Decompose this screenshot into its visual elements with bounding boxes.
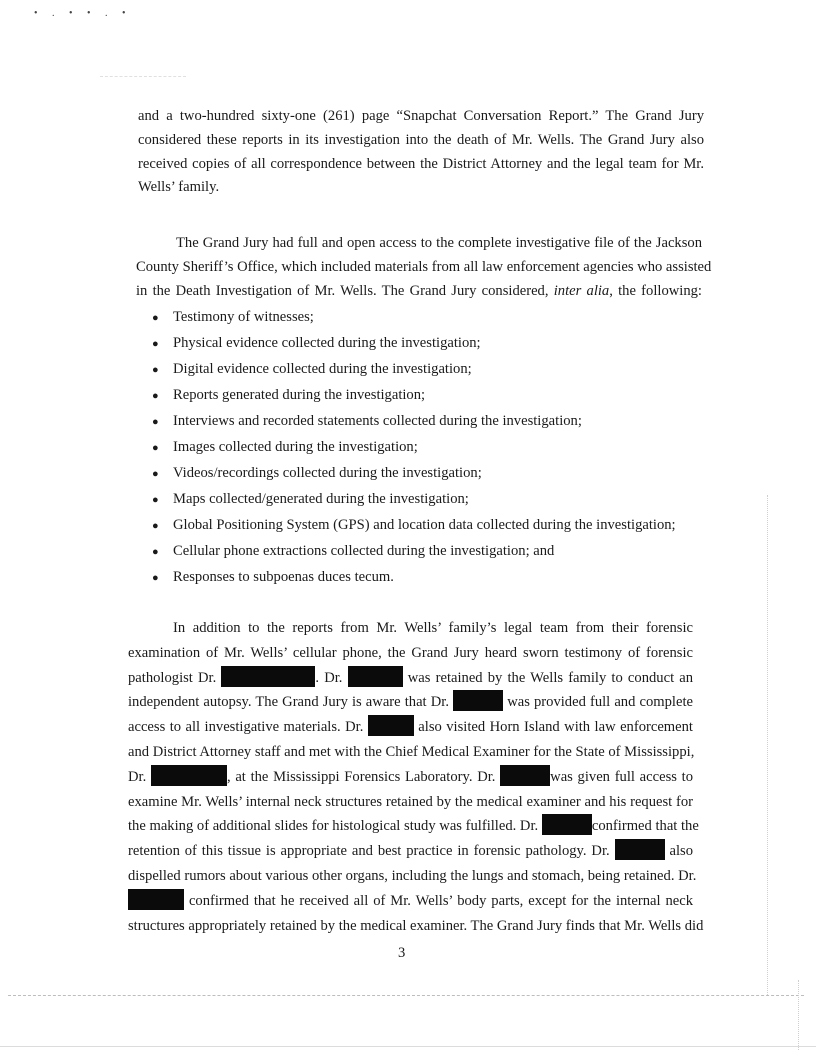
list-item xyxy=(152,356,676,382)
list-item-text: Physical evidence collected during the investigation; xyxy=(173,335,481,351)
page-number: 3 xyxy=(398,945,406,961)
text-line: Wells’ family. xyxy=(138,179,220,196)
text-line: examination of Mr. Wells’ cellular phone, the Grand Jury heard sworn testimony of forensic xyxy=(128,644,693,661)
text-segment: confirmed that he received all of Mr. Wells’ body parts, except for the internal neck xyxy=(188,892,693,909)
text-line xyxy=(128,690,693,715)
text-segment: also visited Horn Island with law enforcement xyxy=(418,719,693,736)
text-line xyxy=(136,280,702,304)
list-item xyxy=(152,538,676,564)
text-line: examine Mr. Wells’ internal neck structures retained by the medical examiner and his request for xyxy=(128,793,693,810)
scan-artifact-footer xyxy=(0,1046,816,1047)
bullet-icon: ● xyxy=(152,364,159,376)
text-line xyxy=(128,666,693,691)
scan-artifact-right-edge-2 xyxy=(798,980,799,1050)
text-line: and a two-hundred sixty-one (261) page “Snapchat Conversation Report.” The Grand Jury xyxy=(138,108,704,124)
list-item-text: Maps collected/generated during the investigation; xyxy=(173,491,469,507)
redaction-box xyxy=(368,715,414,736)
bullet-icon: ● xyxy=(152,312,159,324)
paragraph-1 xyxy=(138,105,704,200)
text-line: received copies of all correspondence between the District Attorney and the legal team for Mr. xyxy=(138,155,704,172)
text-line: In addition to the reports from Mr. Wells’ family’s legal team from their forensic xyxy=(173,620,693,636)
list-item xyxy=(152,330,676,356)
list-item xyxy=(152,512,676,538)
text-segment: access to all investigative materials. Dr. xyxy=(128,719,364,736)
list-item-text: Responses to subpoenas duces tecum. xyxy=(173,569,394,585)
text-segment: was provided full and complete xyxy=(507,694,693,711)
list-item-text: Interviews and recorded statements collected during the investigation; xyxy=(173,413,582,429)
redaction-box xyxy=(542,814,592,835)
text-line xyxy=(128,839,693,864)
scan-artifact-top xyxy=(100,76,186,77)
text-segment: , the following: xyxy=(609,282,702,299)
text-line xyxy=(128,889,693,914)
bullet-icon: ● xyxy=(152,546,159,558)
text-segment: confirmed that the xyxy=(591,818,699,835)
text-segment: was retained by the Wells family to conduct an xyxy=(407,669,694,686)
bullet-icon: ● xyxy=(152,442,159,454)
redaction-box xyxy=(151,765,227,786)
list-item xyxy=(152,408,676,434)
text-segment: retention of this tissue is appropriate and best practice in forensic pathology. Dr. xyxy=(128,843,610,860)
text-segment: also xyxy=(669,843,693,860)
list-item xyxy=(152,460,676,486)
evidence-list xyxy=(152,304,676,590)
redaction-box xyxy=(221,666,315,687)
bullet-icon: ● xyxy=(152,416,159,428)
redaction-box xyxy=(615,839,665,860)
text-line xyxy=(128,765,693,790)
bullet-icon: ● xyxy=(152,572,159,584)
text-segment: pathologist Dr. xyxy=(128,669,217,686)
list-item xyxy=(152,382,676,408)
redaction-box xyxy=(128,889,184,910)
text-segment: Dr. xyxy=(128,768,147,785)
text-line: dispelled rumors about various other organs, including the lungs and stomach, being retained. Dr. xyxy=(128,867,697,884)
bullet-icon: ● xyxy=(152,494,159,506)
text-segment: in the Death Investigation of Mr. Wells. The Grand Jury considered, xyxy=(136,282,554,299)
list-item xyxy=(152,434,676,460)
paragraph-2 xyxy=(136,232,712,303)
text-line xyxy=(128,814,699,839)
bullet-icon: ● xyxy=(152,338,159,350)
list-item-text: Digital evidence collected during the investigation; xyxy=(173,361,472,377)
list-item-text: Reports generated during the investigation; xyxy=(173,387,426,403)
italic-phrase: inter alia xyxy=(553,282,610,299)
bullet-icon: ● xyxy=(152,468,159,480)
redaction-box xyxy=(348,666,403,687)
scan-specks: • . • • . • xyxy=(34,8,132,19)
text-line: and District Attorney staff and met with the Chief Medical Examiner for the State of Mississippi, xyxy=(128,743,695,760)
text-segment: , at the Mississippi Forensics Laboratory. Dr. xyxy=(226,768,496,785)
bullet-icon: ● xyxy=(152,520,159,532)
list-item xyxy=(152,304,676,330)
text-line: The Grand Jury had full and open access to the complete investigative file of the Jackson xyxy=(176,235,702,251)
redaction-box xyxy=(500,765,550,786)
text-line: County Sheriff’s Office, which included materials from all law enforcement agencies who assisted xyxy=(136,258,712,275)
scan-artifact-right-edge xyxy=(767,495,768,995)
redaction-box xyxy=(453,690,503,711)
paragraph-3 xyxy=(128,616,704,938)
text-segment: was given full access to xyxy=(550,768,693,785)
list-item xyxy=(152,486,676,512)
text-line xyxy=(128,715,693,740)
text-segment: . Dr. xyxy=(315,669,343,686)
list-item xyxy=(152,564,676,590)
list-item-text: Global Positioning System (GPS) and location data collected during the investigation; xyxy=(173,517,676,533)
text-segment: independent autopsy. The Grand Jury is aware that Dr. xyxy=(128,694,449,711)
list-item-text: Testimony of witnesses; xyxy=(173,309,314,325)
bullet-icon: ● xyxy=(152,390,159,402)
text-segment: the making of additional slides for histological study was fulfilled. Dr. xyxy=(128,818,539,835)
text-line: structures appropriately retained by the medical examiner. The Grand Jury finds that Mr. Wells did xyxy=(128,917,704,934)
list-item-text: Images collected during the investigation; xyxy=(173,439,418,455)
list-item-text: Videos/recordings collected during the investigation; xyxy=(173,465,482,481)
list-item-text: Cellular phone extractions collected during the investigation; and xyxy=(173,543,555,559)
scan-artifact-bottom xyxy=(8,995,804,996)
text-line: considered these reports in its investigation into the death of Mr. Wells. The Grand Jury also xyxy=(138,131,704,148)
